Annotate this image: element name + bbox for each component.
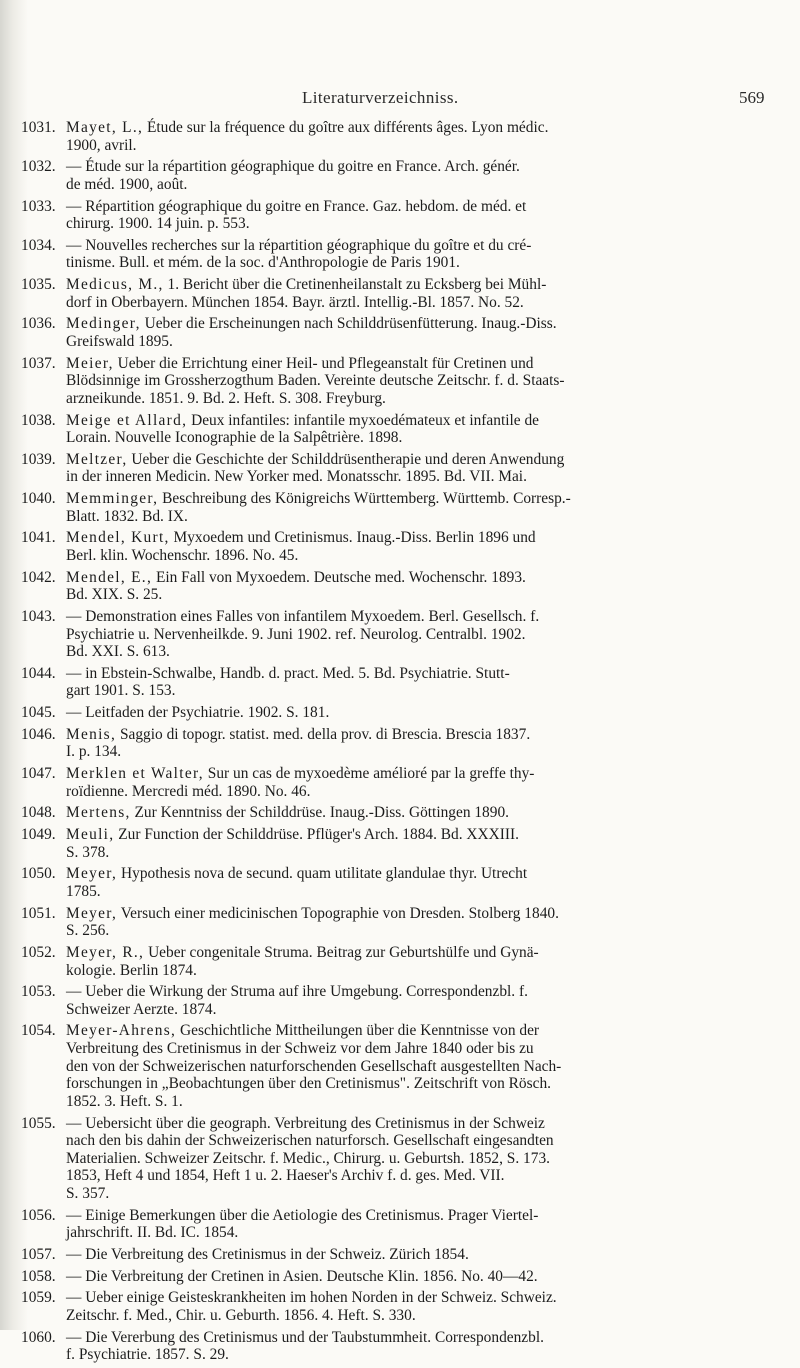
entry-line-text: Psychiatrie u. Nervenheilkde. 9. Juni 1902. ref. Neurolog. Centralbl. 1902. bbox=[66, 625, 526, 643]
entry-author: Meyer, bbox=[66, 865, 118, 883]
entry-line-text: arzneikunde. 1851. 9. Bd. 2. Heft. S. 308. Freyburg. bbox=[66, 389, 386, 407]
entry-line bbox=[66, 198, 791, 216]
entry-line-text: de méd. 1900, août. bbox=[66, 175, 188, 193]
entry-text bbox=[66, 198, 791, 233]
entry-number: 1033. bbox=[21, 197, 56, 215]
bibliography-entry bbox=[21, 237, 791, 272]
entry-text bbox=[66, 704, 791, 722]
entry-author: Mayet, L., bbox=[66, 119, 144, 136]
entry-line bbox=[66, 783, 791, 801]
entry-text bbox=[66, 804, 791, 822]
entry-line bbox=[66, 983, 791, 1001]
entry-line-text: S. 256. bbox=[66, 922, 110, 940]
entry-line bbox=[66, 1346, 791, 1364]
entry-line bbox=[66, 1040, 791, 1058]
entry-author: Memminger, bbox=[66, 490, 159, 508]
entry-line-text: S. 378. bbox=[66, 843, 110, 861]
entry-line bbox=[66, 765, 791, 783]
entry-text bbox=[66, 1329, 791, 1364]
bibliography-entry bbox=[21, 865, 791, 900]
bibliography-entry bbox=[21, 276, 791, 311]
entry-line-text: Zur Function der Schilddrüse. Pflüger's Arch. 1884. Bd. XXXIII. bbox=[114, 826, 520, 844]
entry-text bbox=[66, 529, 791, 564]
entry-author: Medicus, M., bbox=[66, 276, 164, 294]
entry-line-text: Versuch einer medicinischen Topographie von Dresden. Stolberg 1840. bbox=[117, 904, 559, 922]
entry-line bbox=[66, 726, 791, 744]
entry-author: Meyer, R., bbox=[66, 943, 145, 961]
entry-number: 1032. bbox=[21, 158, 56, 176]
entry-line bbox=[66, 1115, 791, 1133]
entry-number: 1031. bbox=[21, 119, 56, 136]
entry-line-text: 1853, Heft 4 und 1854, Heft 1 u. 2. Haeser's Archiv f. d. ges. Med. VII. bbox=[66, 1167, 505, 1185]
entry-line bbox=[66, 1246, 791, 1264]
entry-number: 1060. bbox=[21, 1328, 56, 1346]
entry-text bbox=[66, 158, 791, 193]
entry-line-text: 1. Bericht über die Cretinenheilanstalt zu Ecksberg bei Mühl- bbox=[163, 276, 547, 294]
bibliography-entry bbox=[21, 608, 791, 661]
entry-line-text: — Étude sur la répartition géographique du goitre en France. Arch. génér. bbox=[66, 158, 520, 176]
entry-author: Merklen et Walter, bbox=[66, 765, 204, 783]
entry-text bbox=[66, 569, 791, 604]
entry-author: Mendel, E., bbox=[66, 568, 153, 586]
bibliography-entry bbox=[21, 412, 791, 447]
entry-line bbox=[66, 865, 791, 883]
entry-line bbox=[66, 569, 791, 587]
bibliography-entry bbox=[21, 451, 791, 486]
entry-text bbox=[66, 1268, 791, 1286]
bibliography-entry bbox=[21, 944, 791, 979]
entry-line-text: tinisme. Bull. et mém. de la soc. d'Anthropologie de Paris 1901. bbox=[66, 254, 460, 272]
entry-text bbox=[66, 355, 791, 408]
entry-text bbox=[66, 451, 791, 486]
entry-line-text: — Ueber einige Geisteskrankheiten im hohen Norden in der Schweiz. Schweiz. bbox=[66, 1289, 557, 1307]
entry-line-text: Berl. klin. Wochenschr. 1896. No. 45. bbox=[66, 547, 299, 564]
bibliography-entry bbox=[21, 315, 791, 350]
entry-line-text: Deux infantiles: infantile myxoedémateux et infantile de bbox=[187, 411, 539, 429]
entry-line bbox=[66, 137, 791, 155]
entry-line bbox=[66, 1185, 791, 1203]
entry-number: 1053. bbox=[21, 983, 56, 1001]
entry-line bbox=[66, 804, 791, 822]
entry-line bbox=[66, 1289, 791, 1307]
entry-line-text: 1852. 3. Heft. S. 1. bbox=[66, 1092, 183, 1110]
entry-text bbox=[66, 665, 791, 700]
entry-line bbox=[66, 490, 791, 508]
page-header bbox=[0, 88, 800, 112]
entry-line-text: — Ueber die Wirkung der Struma auf ihre Umgebung. Correspondenzbl. f. bbox=[66, 983, 528, 1001]
entry-line bbox=[66, 1058, 791, 1076]
entry-line bbox=[66, 1329, 791, 1347]
entry-line-text: Ueber die Erscheinungen nach Schilddrüsenfütterung. Inaug.-Diss. bbox=[140, 315, 557, 333]
entry-line bbox=[66, 176, 791, 194]
entry-line-text: Geschichtliche Mittheilungen über die Kenntnisse von der bbox=[176, 1022, 540, 1040]
running-title: Literaturverzeichniss. bbox=[302, 88, 459, 107]
entry-line-text: Blatt. 1832. Bd. IX. bbox=[66, 507, 188, 525]
entry-text bbox=[66, 412, 791, 447]
bibliography-entry bbox=[21, 704, 791, 722]
entry-number: 1055. bbox=[21, 1114, 56, 1132]
entry-line bbox=[66, 276, 791, 294]
entry-line bbox=[66, 119, 791, 137]
entry-line bbox=[66, 922, 791, 940]
entry-line bbox=[66, 237, 791, 255]
entry-line bbox=[66, 372, 791, 390]
entry-number: 1044. bbox=[21, 664, 56, 682]
entry-line-text: f. Psychiatrie. 1857. S. 29. bbox=[66, 1346, 229, 1364]
entry-line bbox=[66, 158, 791, 176]
entry-line-text: Materialien. Schweizer Zeitschr. f. Medic., Chirurg. u. Geburtsh. 1852, S. 173. bbox=[66, 1149, 550, 1167]
entry-text bbox=[66, 1207, 791, 1242]
entry-number: 1054. bbox=[21, 1022, 56, 1040]
entry-line bbox=[66, 1167, 791, 1185]
entry-line bbox=[66, 508, 791, 526]
entry-line bbox=[66, 1093, 791, 1111]
entry-author: Meltzer, bbox=[66, 450, 128, 468]
entry-author: Menis, bbox=[66, 725, 117, 743]
entry-line-text: 1900, avril. bbox=[66, 136, 137, 154]
entry-number: 1040. bbox=[21, 490, 56, 508]
bibliography-entry bbox=[21, 529, 791, 564]
entry-line bbox=[66, 1001, 791, 1019]
entry-text bbox=[66, 1022, 791, 1110]
entry-line bbox=[66, 355, 791, 373]
bibliography-entry bbox=[21, 1207, 791, 1242]
entry-line-text: — Leitfaden der Psychiatrie. 1902. S. 181. bbox=[66, 704, 330, 722]
entry-line-text: kologie. Berlin 1874. bbox=[66, 961, 197, 979]
entry-author: Medinger, bbox=[66, 315, 141, 333]
entry-line-text: — Nouvelles recherches sur la répartition géographique du goître et du cré- bbox=[66, 236, 532, 254]
entry-line-text: Étude sur la fréquence du goître aux différents âges. Lyon médic. bbox=[143, 119, 549, 136]
entry-number: 1039. bbox=[21, 450, 56, 468]
bibliography-entry bbox=[21, 726, 791, 761]
bibliography-entry bbox=[21, 1289, 791, 1324]
entry-line-text: Bd. XXI. S. 613. bbox=[66, 643, 170, 661]
entry-line bbox=[66, 682, 791, 700]
entry-line-text: in der inneren Medicin. New Yorker med. Monatsschr. 1895. Bd. VII. Mai. bbox=[66, 468, 527, 486]
entry-line-text: Ueber congenitale Struma. Beitrag zur Geburtshülfe und Gynä- bbox=[144, 943, 539, 961]
entry-number: 1038. bbox=[21, 411, 56, 429]
entry-line-text: Ueber die Geschichte der Schilddrüsentherapie und deren Anwendung bbox=[127, 450, 565, 468]
entry-line bbox=[66, 905, 791, 923]
entry-line-text: roïdienne. Mercredi méd. 1890. No. 46. bbox=[66, 782, 311, 800]
entry-text bbox=[66, 1115, 791, 1203]
entry-line-text: — Répartition géographique du goitre en France. Gaz. hebdom. de méd. et bbox=[66, 197, 527, 215]
entry-text bbox=[66, 1289, 791, 1324]
entry-author: Meige et Allard, bbox=[66, 411, 188, 429]
bibliography-entry bbox=[21, 983, 791, 1018]
entry-line bbox=[66, 1132, 791, 1150]
entry-text bbox=[66, 765, 791, 800]
entry-line-text: 1785. bbox=[66, 882, 101, 900]
entry-author: Meier, bbox=[66, 354, 114, 372]
entry-line-text: Ein Fall von Myxoedem. Deutsche med. Wochenschr. 1893. bbox=[152, 568, 526, 586]
entry-line bbox=[66, 294, 791, 312]
entry-line bbox=[66, 844, 791, 862]
entry-line-text: S. 357. bbox=[66, 1184, 110, 1202]
entry-line bbox=[66, 390, 791, 408]
entry-line-text: — in Ebstein-Schwalbe, Handb. d. pract. Med. 5. Bd. Psychiatrie. Stutt- bbox=[66, 664, 510, 682]
bibliography-entry bbox=[21, 1329, 791, 1364]
entry-line bbox=[66, 826, 791, 844]
bibliography-list bbox=[21, 119, 791, 1368]
entry-line-text: Hypothesis nova de secund. quam utilitate glandulae thyr. Utrecht bbox=[117, 865, 528, 883]
entry-line bbox=[66, 547, 791, 565]
entry-line-text: Beschreibung des Königreichs Württemberg. Württemb. Corresp.- bbox=[158, 490, 571, 508]
entry-number: 1046. bbox=[21, 725, 56, 743]
entry-line bbox=[66, 1150, 791, 1168]
entry-line-text: Zeitschr. f. Med., Chir. u. Geburth. 1856. 4. Heft. S. 330. bbox=[66, 1306, 416, 1324]
entry-author: Mertens, bbox=[66, 804, 131, 822]
entry-line-text: nach den bis dahin der Schweizerischen naturforsch. Gesellschaft eingesandten bbox=[66, 1132, 554, 1150]
entry-text bbox=[66, 944, 791, 979]
entry-author: Meyer, bbox=[66, 904, 118, 922]
entry-text bbox=[66, 119, 791, 154]
entry-author: Meyer-Ahrens, bbox=[66, 1022, 177, 1040]
entry-line-text: jahrschrift. II. Bd. IC. 1854. bbox=[66, 1224, 239, 1242]
entry-text bbox=[66, 983, 791, 1018]
entry-line-text: Bd. XIX. S. 25. bbox=[66, 586, 163, 604]
entry-line bbox=[66, 529, 791, 547]
entry-line bbox=[66, 586, 791, 604]
entry-line-text: gart 1901. S. 153. bbox=[66, 682, 176, 700]
entry-text bbox=[66, 726, 791, 761]
entry-line bbox=[66, 1075, 791, 1093]
entry-number: 1059. bbox=[21, 1289, 56, 1307]
entry-line-text: dorf in Oberbayern. München 1854. Bayr. ärztl. Intellig.-Bl. 1857. No. 52. bbox=[66, 293, 524, 311]
entry-text bbox=[66, 905, 791, 940]
entry-line bbox=[66, 429, 791, 447]
entry-line bbox=[66, 1207, 791, 1225]
bibliography-entry bbox=[21, 198, 791, 233]
bibliography-entry bbox=[21, 804, 791, 822]
entry-line bbox=[66, 333, 791, 351]
entry-line bbox=[66, 626, 791, 644]
entry-line bbox=[66, 1022, 791, 1040]
entry-line-text: Saggio di topogr. statist. med. della prov. di Brescia. Brescia 1837. bbox=[116, 725, 531, 743]
bibliography-entry bbox=[21, 826, 791, 861]
entry-line-text: — Uebersicht über die geograph. Verbreitung des Cretinismus in der Schweiz bbox=[66, 1114, 545, 1132]
bibliography-entry bbox=[21, 665, 791, 700]
entry-line bbox=[66, 883, 791, 901]
entry-text bbox=[66, 237, 791, 272]
entry-line-text: Schweizer Aerzte. 1874. bbox=[66, 1000, 217, 1018]
bibliography-entry bbox=[21, 765, 791, 800]
entry-number: 1052. bbox=[21, 943, 56, 961]
entry-line bbox=[66, 1307, 791, 1325]
entry-line bbox=[66, 743, 791, 761]
entry-line bbox=[66, 412, 791, 430]
entry-line-text: — Die Verbreitung der Cretinen in Asien. Deutsche Klin. 1856. No. 40—42. bbox=[66, 1267, 538, 1285]
entry-number: 1037. bbox=[21, 354, 56, 372]
entry-line-text: — Demonstration eines Falles von infantilem Myxoedem. Berl. Gesellsch. f. bbox=[66, 607, 540, 625]
entry-number: 1056. bbox=[21, 1206, 56, 1224]
bibliography-entry bbox=[21, 569, 791, 604]
entry-line-text: Zur Kenntniss der Schilddrüse. Inaug.-Diss. Göttingen 1890. bbox=[130, 804, 509, 822]
entry-line-text: — Die Verbreitung des Cretinismus in der Schweiz. Zürich 1854. bbox=[66, 1245, 469, 1263]
entry-line-text: Ueber die Errichtung einer Heil- und Pflegeanstalt für Cretinen und bbox=[113, 354, 534, 372]
entry-line-text: den von der Schweizerischen naturforschenden Gesellschaft ausgestellten Nach- bbox=[66, 1057, 562, 1075]
entry-line bbox=[66, 643, 791, 661]
entry-line bbox=[66, 665, 791, 683]
bibliography-entry bbox=[21, 119, 791, 154]
entry-line-text: Sur un cas de myxoedème amélioré par la greffe thy- bbox=[203, 765, 535, 783]
bibliography-entry bbox=[21, 905, 791, 940]
entry-line-text: — Die Vererbung des Cretinismus und der Taubstummheit. Correspondenzbl. bbox=[66, 1328, 544, 1346]
entry-author: Mendel, Kurt, bbox=[66, 529, 170, 547]
entry-number: 1047. bbox=[21, 765, 56, 783]
bibliography-entry bbox=[21, 1268, 791, 1286]
entry-author: Meuli, bbox=[66, 826, 115, 844]
entry-line bbox=[66, 468, 791, 486]
entry-line bbox=[66, 215, 791, 233]
bibliography-entry bbox=[21, 355, 791, 408]
entry-number: 1045. bbox=[21, 704, 56, 722]
bibliography-entry bbox=[21, 158, 791, 193]
entry-line-text: — Einige Bemerkungen über die Aetiologie des Cretinismus. Prager Viertel- bbox=[66, 1206, 539, 1224]
entry-line bbox=[66, 315, 791, 333]
entry-line-text: Verbreitung des Cretinismus in der Schweiz vor dem Jahre 1840 oder bis zu bbox=[66, 1040, 534, 1058]
entry-line bbox=[66, 1224, 791, 1242]
entry-line-text: chirurg. 1900. 14 juin. p. 553. bbox=[66, 215, 250, 233]
entry-text bbox=[66, 315, 791, 350]
entry-number: 1041. bbox=[21, 529, 56, 547]
entry-text bbox=[66, 490, 791, 525]
entry-number: 1048. bbox=[21, 804, 56, 822]
bibliography-entry bbox=[21, 1246, 791, 1264]
entry-line-text: Blödsinnige im Grossherzogthum Baden. Vereinte deutsche Zeitschr. f. d. Staats- bbox=[66, 372, 565, 390]
bibliography-entry bbox=[21, 490, 791, 525]
entry-line bbox=[66, 608, 791, 626]
entry-number: 1057. bbox=[21, 1245, 56, 1263]
entry-number: 1051. bbox=[21, 904, 56, 922]
entry-number: 1058. bbox=[21, 1267, 56, 1285]
entry-number: 1042. bbox=[21, 568, 56, 586]
entry-line bbox=[66, 1268, 791, 1286]
entry-line-text: forschungen in „Beobachtungen über den Cretinismus". Zeitschrift von Rösch. bbox=[66, 1075, 551, 1093]
entry-number: 1049. bbox=[21, 826, 56, 844]
entry-number: 1034. bbox=[21, 236, 56, 254]
entry-line bbox=[66, 451, 791, 469]
entry-line-text: Lorain. Nouvelle Iconographie de la Salpêtrière. 1898. bbox=[66, 429, 403, 447]
entry-text bbox=[66, 608, 791, 661]
entry-number: 1043. bbox=[21, 607, 56, 625]
bibliography-entry bbox=[21, 1022, 791, 1110]
entry-line bbox=[66, 944, 791, 962]
entry-text bbox=[66, 826, 791, 861]
entry-line-text: I. p. 134. bbox=[66, 743, 122, 761]
entry-line bbox=[66, 254, 791, 272]
entry-line bbox=[66, 962, 791, 980]
entry-line bbox=[66, 704, 791, 722]
bibliography-entry bbox=[21, 1115, 791, 1203]
page-number: 569 bbox=[739, 88, 765, 107]
entry-text bbox=[66, 1246, 791, 1264]
entry-number: 1036. bbox=[21, 315, 56, 333]
entry-text bbox=[66, 276, 791, 311]
entry-number: 1050. bbox=[21, 865, 56, 883]
entry-line-text: Myxoedem und Cretinismus. Inaug.-Diss. Berlin 1896 und bbox=[169, 529, 536, 547]
entry-number: 1035. bbox=[21, 276, 56, 294]
entry-line-text: Greifswald 1895. bbox=[66, 333, 173, 350]
entry-text bbox=[66, 865, 791, 900]
